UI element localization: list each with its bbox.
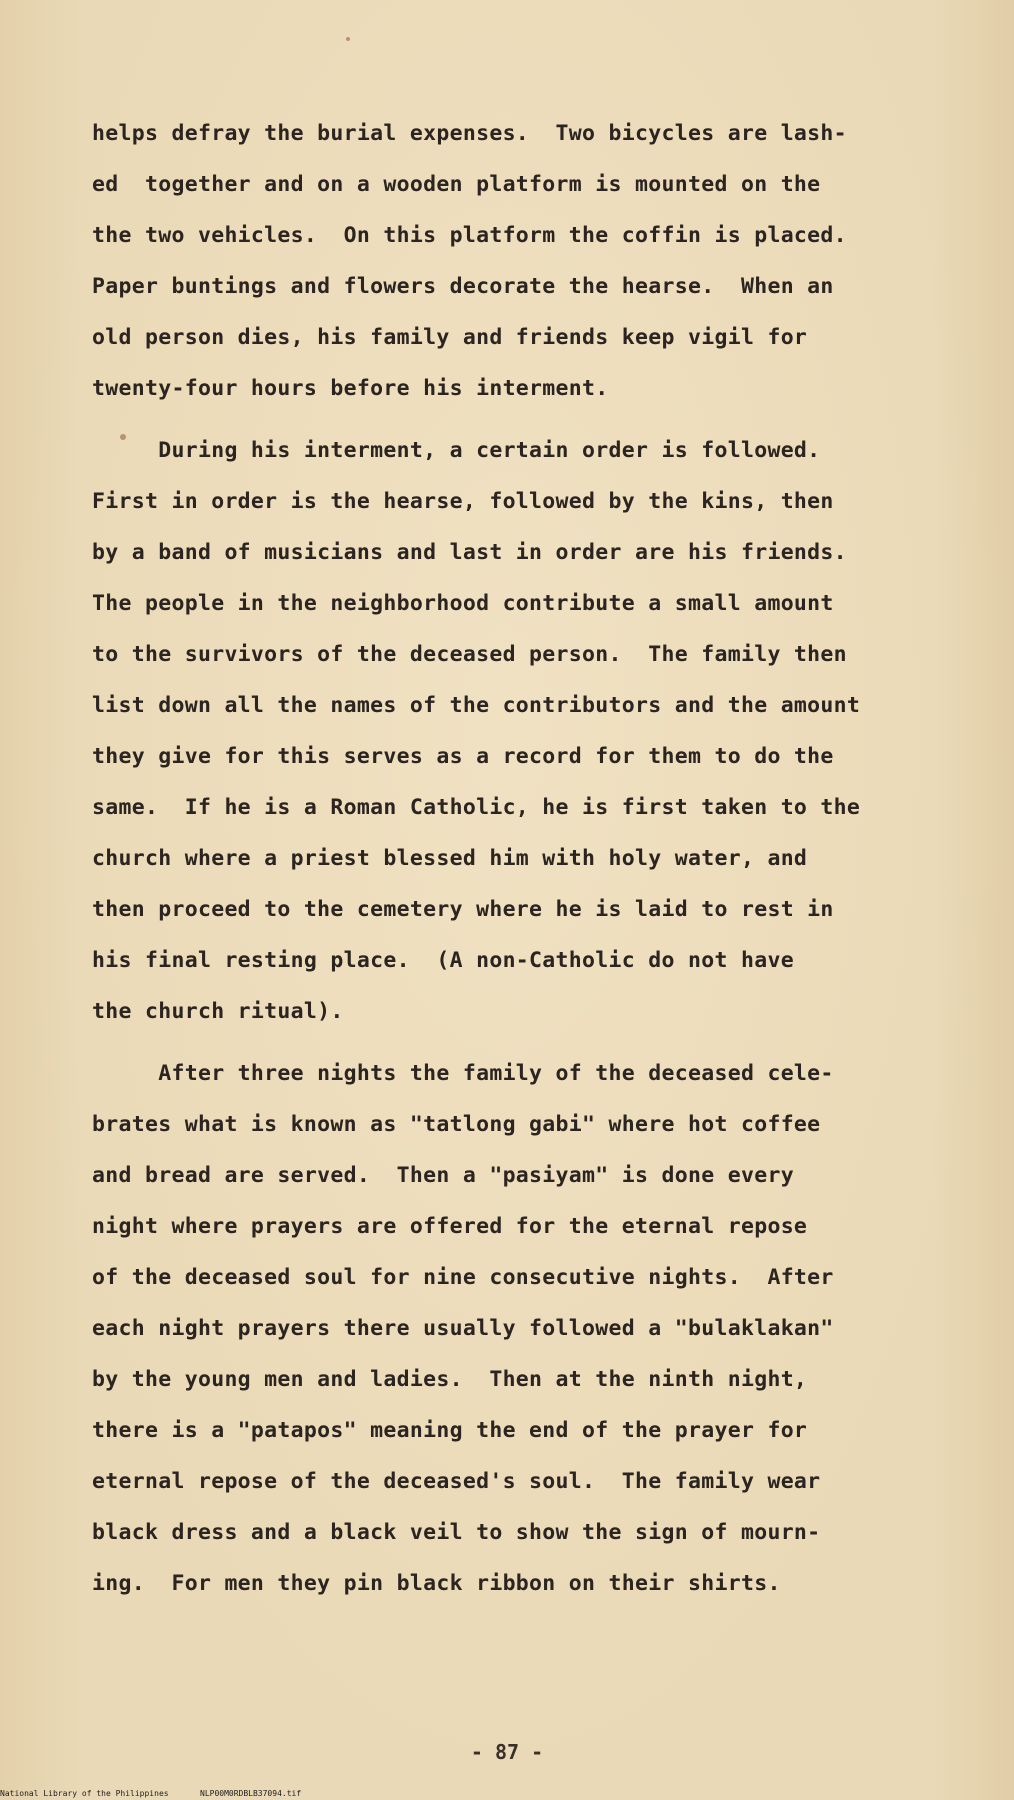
text-line: the church ritual). xyxy=(92,999,344,1024)
text-line: The people in the neighborhood contribute a small amount xyxy=(92,591,834,616)
text-line: same. If he is a Roman Catholic, he is first taken to the xyxy=(92,795,861,820)
text-line: his final resting place. (A non-Catholic do not have xyxy=(92,948,794,973)
footer-source: National Library of the Philippines xyxy=(0,1789,169,1798)
text-line: eternal repose of the deceased's soul. The family wear xyxy=(92,1469,821,1494)
text-line: brates what is known as "tatlong gabi" where hot coffee xyxy=(92,1112,821,1137)
text-line: by a band of musicians and last in order are his friends. xyxy=(92,540,847,565)
text-line: ing. For men they pin black ribbon on their shirts. xyxy=(92,1571,781,1596)
text-line: black dress and a black veil to show the sign of mourn- xyxy=(92,1520,821,1545)
text-line: by the young men and ladies. Then at the ninth night, xyxy=(92,1367,808,1392)
paragraph-3 xyxy=(92,1048,972,1609)
paragraph-1 xyxy=(92,108,972,414)
text-line: church where a priest blessed him with holy water, and xyxy=(92,846,808,871)
ink-smudge xyxy=(346,37,350,41)
paragraph-2 xyxy=(92,425,972,1037)
text-line: there is a "patapos" meaning the end of the prayer for xyxy=(92,1418,808,1443)
text-line: of the deceased soul for nine consecutive nights. After xyxy=(92,1265,834,1290)
text-line: old person dies, his family and friends keep vigil for xyxy=(92,325,808,350)
text-line: to the survivors of the deceased person. The family then xyxy=(92,642,847,667)
document-body xyxy=(92,108,972,1609)
text-line: night where prayers are offered for the eternal repose xyxy=(92,1214,808,1239)
text-line: During his interment, a certain order is followed. xyxy=(92,438,821,463)
page-number: - 87 - xyxy=(470,1740,544,1764)
text-line: each night prayers there usually followed a "bulaklakan" xyxy=(92,1316,834,1341)
text-line: After three nights the family of the deceased cele- xyxy=(92,1061,834,1086)
text-line: then proceed to the cemetery where he is laid to rest in xyxy=(92,897,834,922)
text-line: First in order is the hearse, followed by the kins, then xyxy=(92,489,834,514)
text-line: list down all the names of the contributors and the amount xyxy=(92,693,861,718)
text-line: twenty-four hours before his interment. xyxy=(92,376,609,401)
footer-filename: NLP00M0RDBLB37094.tif xyxy=(200,1789,302,1798)
text-line: helps defray the burial expenses. Two bicycles are lash- xyxy=(92,121,847,146)
paragraph-gap xyxy=(92,1037,972,1048)
text-line: they give for this serves as a record for them to do the xyxy=(92,744,834,769)
text-line: ed together and on a wooden platform is mounted on the xyxy=(92,172,821,197)
text-line: and bread are served. Then a "pasiyam" is done every xyxy=(92,1163,794,1188)
paragraph-gap xyxy=(92,414,972,425)
text-line: the two vehicles. On this platform the coffin is placed. xyxy=(92,223,847,248)
text-line: Paper buntings and flowers decorate the hearse. When an xyxy=(92,274,834,299)
